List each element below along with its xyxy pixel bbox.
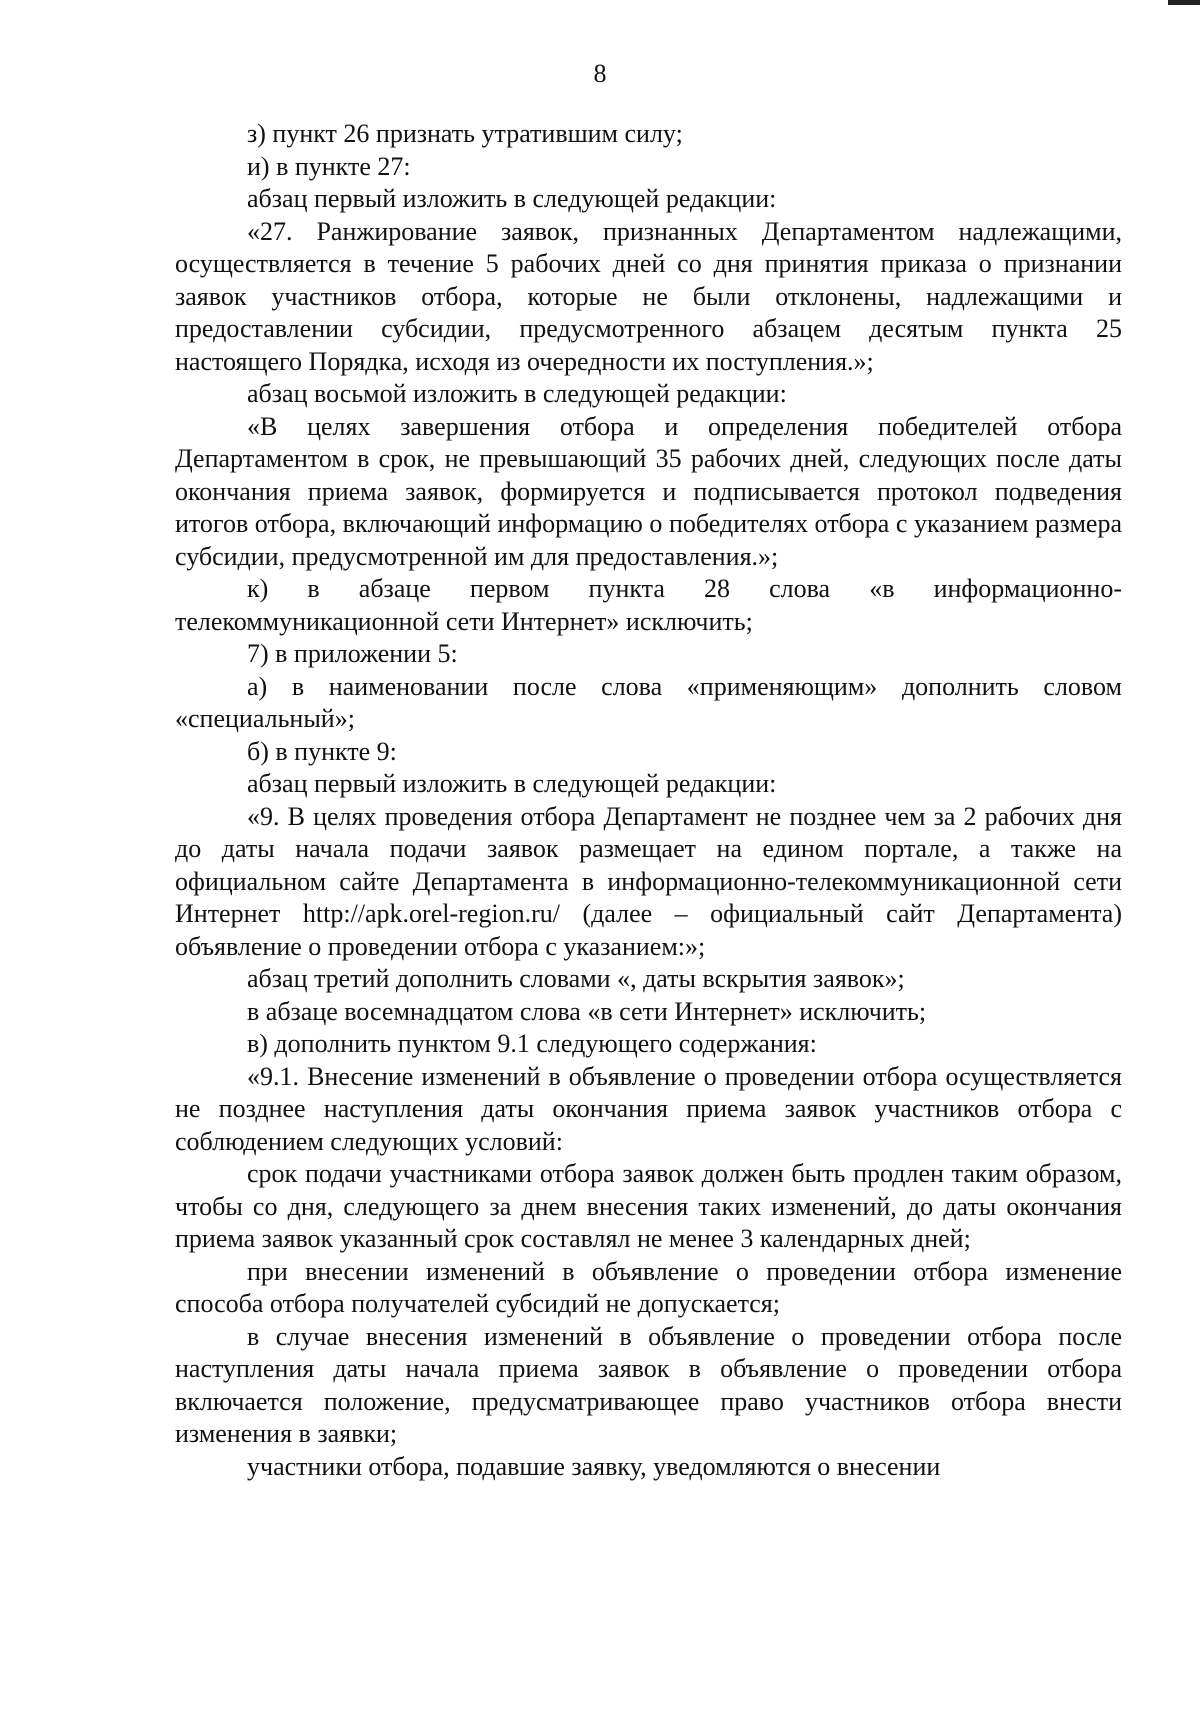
paragraph-quote-winners: «В целях завершения отбора и определения победителей отбора Департаментом в срок, не превышающий 35 рабочих дней, следующих после даты окончания приема заявок, формируется и подписывается протокол подведения итогов отбора, включающий информацию о победителях отбора с указанием размера субсидии, предусмотренной им для предоставления.»; — [175, 411, 1122, 571]
paragraph-7-appendix-5: 7) в приложении 5: — [247, 639, 458, 668]
paragraph-abzac-first: абзац первый изложить в следующей редакции: — [247, 184, 777, 213]
paragraph-abzac-third: абзац третий дополнить словами «, даты вскрытия заявок»; — [247, 964, 905, 993]
paragraph-abzac-eighteenth: в абзаце восемнадцатом слова «в сети Интернет» исключить; — [247, 996, 927, 1026]
paragraph-participants: участники отбора, подавшие заявку, уведомляются о внесении — [247, 1451, 941, 1481]
paragraph-deadline: срок подачи участниками отбора заявок должен быть продлен таким образом, чтобы со дня, следующего за днем внесения таких изменений, до даты окончания приема заявок указанный срок составлял не менее 3 календарных дней; — [175, 1159, 1122, 1253]
scan-edge-mark — [1168, 0, 1200, 5]
page-number: 8 — [593, 59, 607, 88]
paragraph-z: з) пункт 26 признать утратившим силу; — [247, 119, 683, 148]
paragraph-b: б) в пункте 9: — [247, 736, 397, 766]
paragraph-changes: в случае внесения изменений в объявление о проведении отбора после наступления даты начала приема заявок в объявление о проведении отбора включается положение, предусматривающее право участников отбора внести изменения в заявки; — [175, 1321, 1122, 1448]
paragraph-a: а) в наименовании после слова «применяющим» дополнить словом «специальный»; — [175, 671, 1122, 733]
document-body — [175, 118, 1122, 1483]
paragraph-quote-9-1: «9.1. Внесение изменений в объявление о проведении отбора осуществляется не позднее наступления даты окончания приема заявок участников отбора с соблюдением следующих условий: — [175, 1061, 1122, 1156]
paragraph-method: при внесении изменений в объявление о проведении отбора изменение способа отбора получателей субсидий не допускается; — [175, 1256, 1122, 1318]
paragraph-k: к) в абзаце первом пункта 28 слова «в информационно-телекоммуникационной сети Интернет» исключить; — [175, 574, 1122, 636]
paragraph-v: в) дополнить пунктом 9.1 следующего содержания: — [247, 1029, 817, 1058]
paragraph-abzac-first-2: абзац первый изложить в следующей редакции: — [247, 769, 777, 798]
paragraph-i: и) в пункте 27: — [247, 151, 411, 181]
paragraph-abzac-eighth: абзац восьмой изложить в следующей редакции: — [247, 379, 787, 408]
paragraph-quote-9: «9. В целях проведения отбора Департамент не позднее чем за 2 рабочих дня до даты начала подачи заявок размещает на едином портале, а также на официальном сайте Департамента в информационно-телекоммуникационной сети Интернет http://apk.orel-region.ru/ (далее – официальный сайт Департамента) объявление о проведении отбора с указанием:»; — [175, 801, 1122, 961]
paragraph-quote-27: «27. Ранжирование заявок, признанных Департаментом надлежащими, осуществляется в течение 5 рабочих дней со дня принятия приказа о признании заявок участников отбора, которые не были отклонены, надлежащими и предоставлении субсидии, предусмотренного абзацем десятым пункта 25 настоящего Порядка, исходя из очередности их поступления.»; — [175, 216, 1122, 376]
